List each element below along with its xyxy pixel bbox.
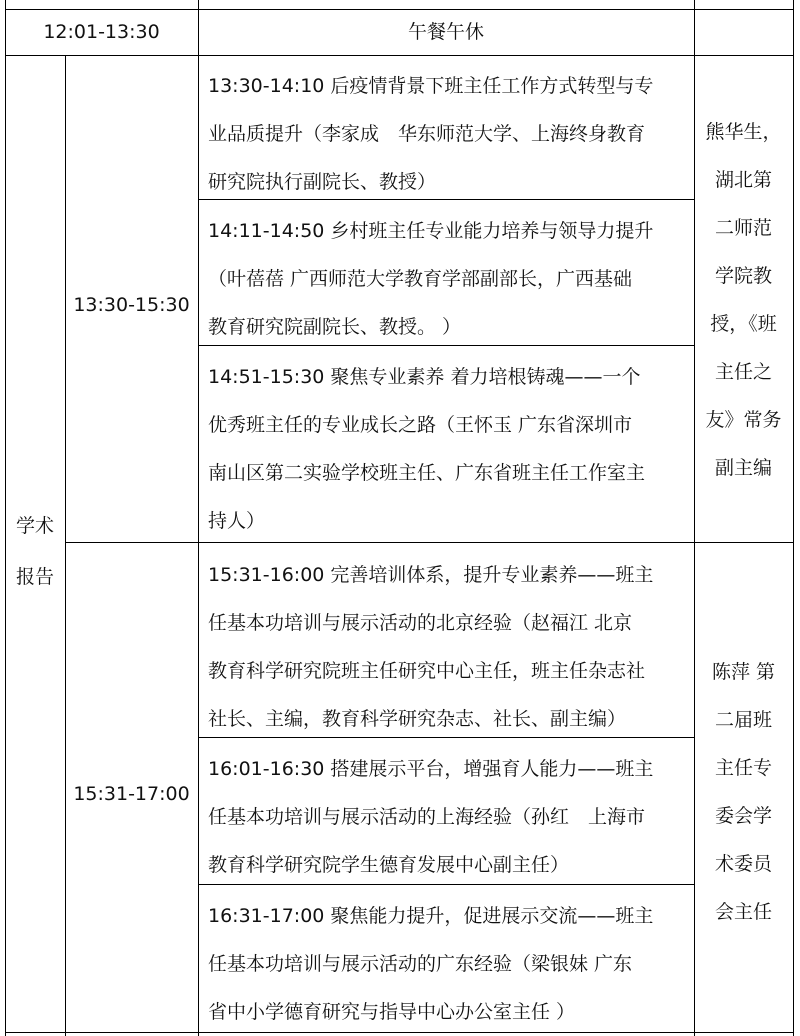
divider-col-content-left <box>198 0 199 1036</box>
talk-line: 研究院执行副院长、教授） <box>208 171 437 193</box>
session-1-time: 13:30-15:30 <box>73 294 190 316</box>
category-label-line-1: 学术 <box>15 515 54 537</box>
host-line: 术委员 <box>714 853 772 875</box>
host-line: 友》常务 <box>705 409 782 431</box>
host-line: 会主任 <box>714 901 772 923</box>
talk-line: 16:01-16:30 搭建展示平台，增强育人能力——班主 <box>208 758 654 780</box>
talk-line: 任基本功培训与展示活动的上海经验（孙红 上海市 <box>208 806 646 828</box>
host-line: 授，《班 <box>710 313 777 335</box>
talk-line: 业品质提升（李家成 华东师范大学、上海终身教育 <box>208 123 646 145</box>
host-line: 二届班 <box>714 709 772 731</box>
host-line: 陈萍 第 <box>711 661 776 683</box>
divider-session-break <box>65 542 794 543</box>
border-right <box>793 0 794 1036</box>
talk-line: 15:31-16:00 完善培训体系，提升专业素养——班主 <box>208 564 654 586</box>
talk-line: 13:30-14:10 后疫情背景下班主任工作方式转型与专 <box>208 75 654 97</box>
host-line: 二师范 <box>714 217 772 239</box>
host-line: 湖北第 <box>714 169 772 191</box>
category-label-line-2: 报告 <box>15 566 54 588</box>
talk-line: 任基本功培训与展示活动的广东经验（梁银妹 广东 <box>208 953 633 975</box>
host-line: 学院教 <box>714 265 772 287</box>
talk-line: 南山区第二实验学校班主任、广东省班主任工作室主 <box>208 462 646 484</box>
host-line: 主任专 <box>714 757 772 779</box>
host-line: 熊华生， <box>705 121 782 143</box>
session-2-time: 15:31-17:00 <box>73 783 190 805</box>
talk-line: 社长、主编，教育科学研究杂志、社长、副主编） <box>208 708 627 730</box>
talk-line: （叶蓓蓓 广西师范大学教育学部副部长，广西基础 <box>208 268 633 290</box>
divider-col-time <box>65 56 66 1036</box>
talk-line: 优秀班主任的专业成长之路（王怀玉 广东省深圳市 <box>208 414 633 436</box>
host-line: 主任之 <box>714 361 772 383</box>
lunch-title: 午餐午休 <box>407 21 484 43</box>
talk-line: 任基本功培训与展示活动的北京经验（赵福江 北京 <box>208 612 633 634</box>
talk-line: 14:11-14:50 乡村班主任专业能力培养与领导力提升 <box>208 220 654 242</box>
talk-line: 省中小学德育研究与指导中心办公室主任 ） <box>208 1001 576 1023</box>
session-1-host <box>694 108 793 492</box>
host-line: 委会学 <box>714 805 772 827</box>
talk-line: 教育研究院副院长、教授。 ） <box>208 316 462 338</box>
talk-line: 教育科学研究院班主任研究中心主任，班主任杂志社 <box>208 660 646 682</box>
lunch-time: 12:01-13:30 <box>43 21 160 43</box>
talk-line: 持人） <box>208 510 266 532</box>
divider-lunch-bottom <box>5 55 794 56</box>
talk-line: 16:31-17:00 聚焦能力提升，促进展示交流——班主 <box>208 905 654 927</box>
host-line: 副主编 <box>714 457 772 479</box>
session-2-host <box>694 648 793 936</box>
talk-line: 14:51-15:30 聚焦专业素养 着力培根铸魂——一个 <box>208 366 641 388</box>
talk-line: 教育科学研究院学生德育发展中心副主任） <box>208 854 570 876</box>
